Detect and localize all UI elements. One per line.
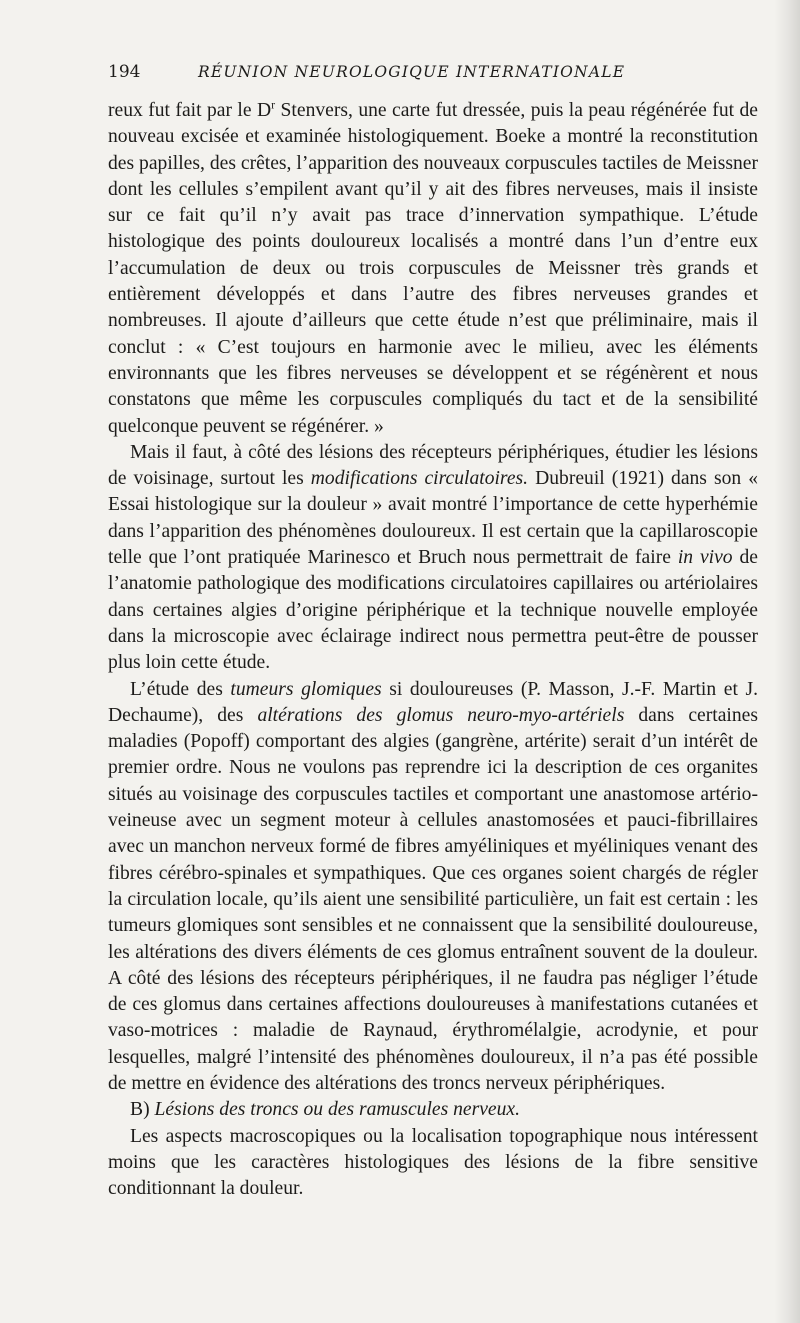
superscript-text: r	[271, 97, 276, 112]
closing-paragraph: Les aspects macroscopiques ou la localisation topographique nous intéressent moins que les caractères histologiques des lésions de la fibre sensitive conditionnant la douleur.	[108, 1125, 758, 1200]
page-edge-shadow	[774, 0, 800, 1323]
body-text	[108, 98, 758, 1202]
text-run: Stenvers, une carte fut dressée, puis la peau régénérée fut de nouveau excisée et examinée histologiquement. Boeke a montré la reconstitution des papilles, des crêtes, l’apparition des nouveaux corpuscules tactiles de Meissner dont les cellules s’empilent avant qu’il y ait des fibres nerveuses, mais il insiste sur ce fait qu’il n’y avait pas trace d’innervation sympathique. L’étude histologique des points douloureux localisés a montré dans l’un d’entre eux l’accumulation de deux ou trois corpuscules de Meissner très grands et entièrement développés et dans l’autre des fibres nerveuses grandes et nombreuses. Il ajoute d’ailleurs que cette étude n’est que préliminaire, mais il conclut : « C’est toujours en harmonie avec le milieu, avec les éléments environnants que les fibres nerveuses se développent et se régénèrent et nous constatons que même les corpuscules compliqués du tact et de la sensibilité quelconque peuvent se régénérer. »	[108, 100, 758, 437]
section-label: B)	[130, 1099, 150, 1121]
text-run: Dubreuil (1921) dans son « Essai histologique sur la douleur » avait montré l’importance de cette hyperhémie dans l’apparition des phénomènes douloureux. Il est certain que la capillaroscopie telle que l’ont pratiquée Marinesco et Bruch nous permettrait de faire	[108, 468, 758, 569]
section-heading	[108, 1097, 758, 1123]
section-title: Lésions des troncs ou des ramuscules nerveux.	[154, 1099, 521, 1121]
paragraph	[108, 440, 758, 677]
running-title: RÉUNION NEUROLOGIQUE INTERNATIONALE	[198, 63, 626, 81]
italic-text: in vivo	[677, 547, 733, 569]
text-run: reux fut fait par le D	[108, 100, 272, 121]
text-run: Mais il faut, à côté des lésions des récepteurs périphériques, étudier les lésions de voisinage, surtout les	[108, 441, 758, 490]
running-header	[108, 62, 756, 92]
page-number: 194	[108, 62, 141, 82]
italic-text: modifications circulatoires.	[310, 468, 529, 490]
italic-text: altérations des glomus neuro-myo-artériels	[257, 704, 625, 726]
paragraph	[108, 98, 758, 440]
text-run: de l’anatomie pathologique des modifications circulatoires capillaires ou artériolaires dans certaines algies d’origine périphérique et la technique nouvelle employée dans la microscopie avec éclairage indirect nous permettra peut-être de pousser plus loin cette étude.	[108, 547, 758, 674]
text-run: L’étude des	[130, 678, 231, 700]
italic-text: tumeurs glomiques	[230, 678, 382, 700]
text-run: dans certaines maladies (Popoff) comportant des algies (gangrène, artérite) serait d’un intérêt de premier ordre. Nous ne voulons pas reprendre ici la description de ces organites situés au voisinage des corpuscules tactiles et comportant une anastomose artério-veineuse avec un segment moteur à cellules anastomosées et pauci-fibrillaires avec un manchon nerveux formé de fibres amyéliniques et myéliniques venant des fibres cérébro-spinales et sympathiques. Que ces organes soient chargés de régler la circulation locale, qu’ils aient une sensibilité particulière, un fait est certain : les tumeurs glomiques sont sensibles et ne connaissent que la sensibilité douloureuse, les altérations des divers éléments de ces glomus entraînent souvent de la douleur. A côté des lésions des récepteurs périphériques, il ne faudra pas négliger l’étude de ces glomus dans certaines affections douloureuses à manifestations cutanées et vaso-motrices : maladie de Raynaud, érythromélalgie, acrodynie, et pour lesquelles, malgré l’intensité des phénomènes douloureux, il n’a pas été possible de mettre en évidence des altérations des troncs nerveux périphériques.	[108, 704, 758, 1094]
paragraph	[108, 677, 758, 1098]
text-run: si douloureuses (P. Masson, J.-F. Martin et J. Dechaume), des	[108, 678, 758, 726]
paragraph-list	[108, 98, 758, 1097]
